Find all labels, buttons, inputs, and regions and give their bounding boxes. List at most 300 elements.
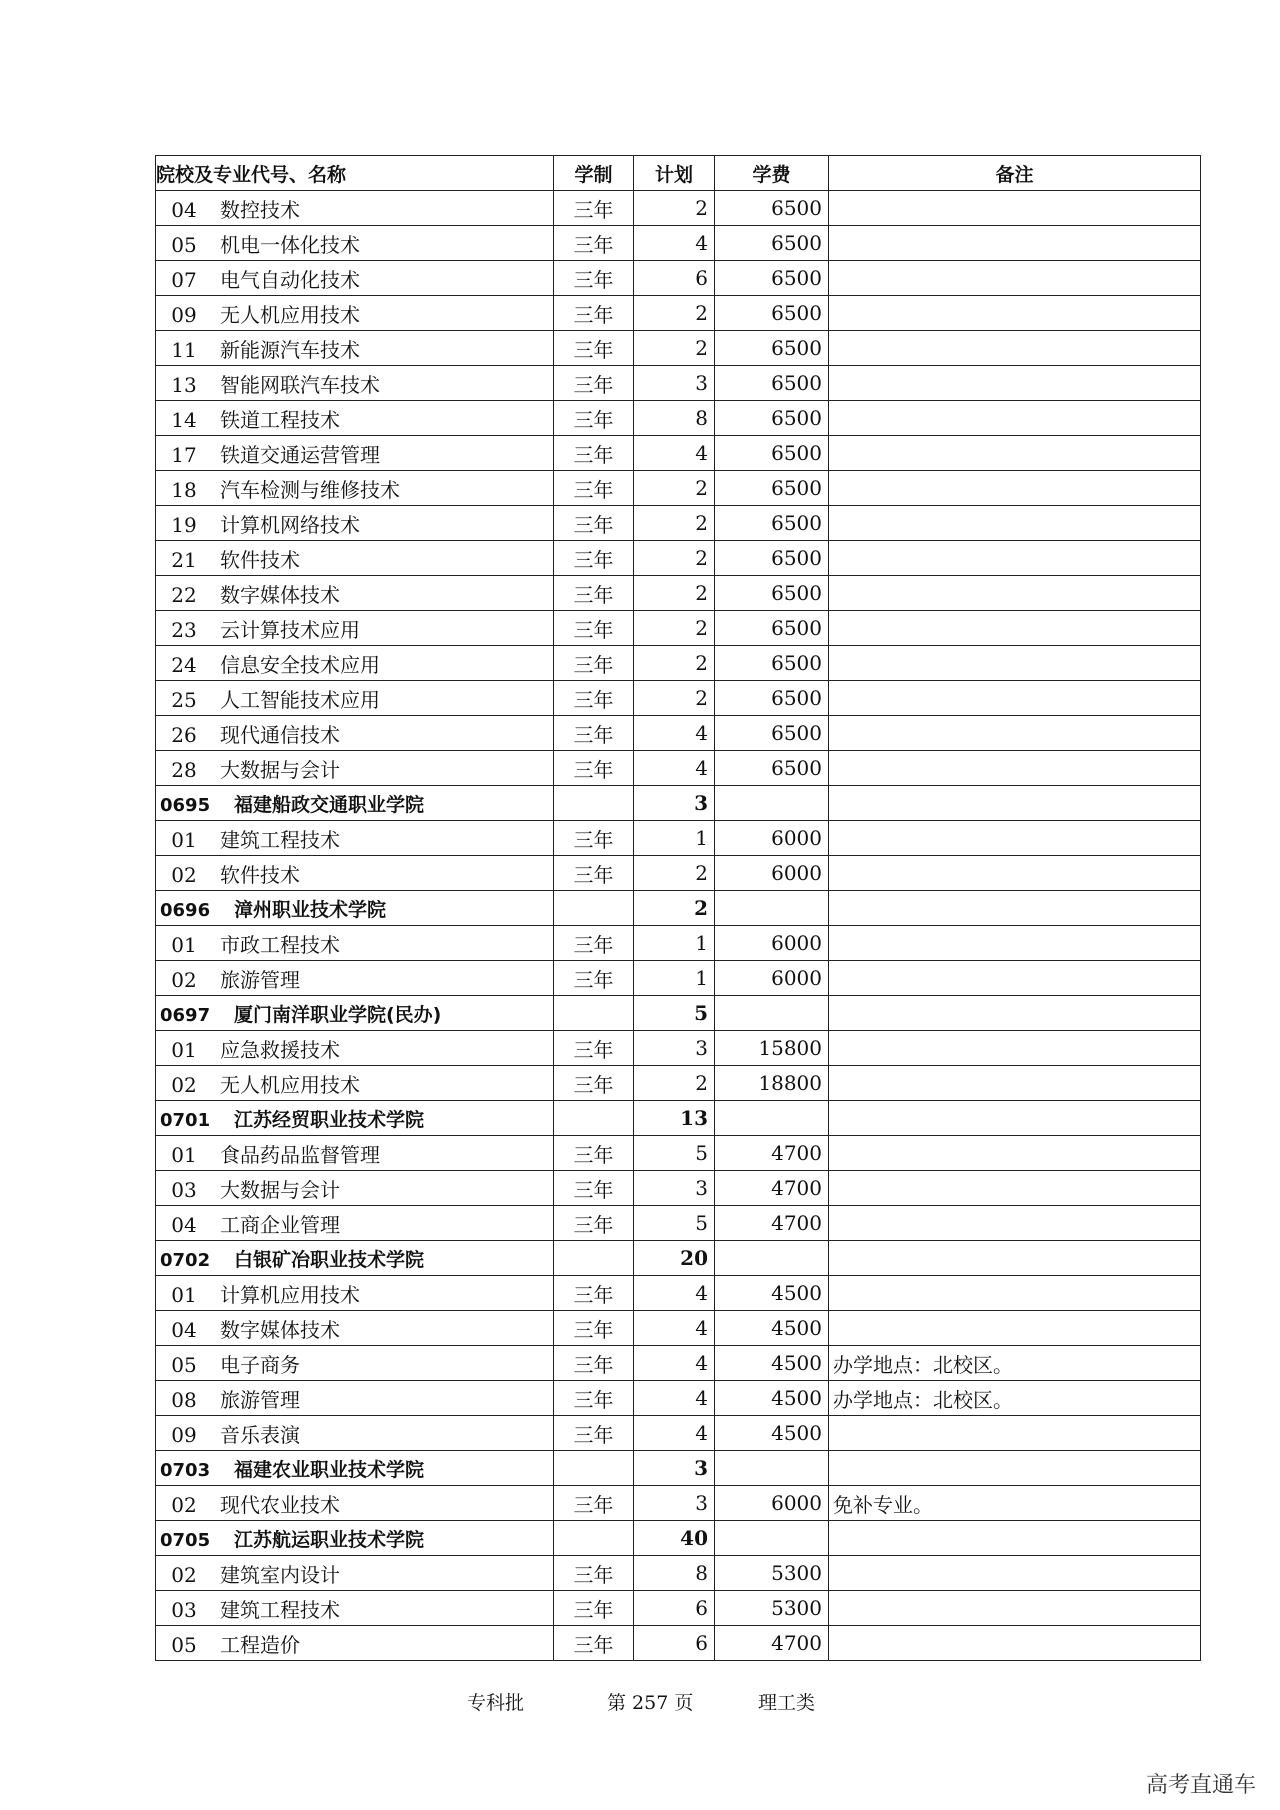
major-duration: 三年 — [554, 191, 634, 226]
major-plan: 4 — [634, 751, 715, 786]
major-duration: 三年 — [554, 471, 634, 506]
major-plan: 5 — [634, 1136, 715, 1171]
major-plan: 3 — [634, 1486, 715, 1521]
major-name: 大数据与会计 — [220, 1177, 340, 1202]
major-name: 铁道工程技术 — [220, 407, 340, 432]
major-code: 22 — [171, 582, 197, 607]
school-code: 0697 — [160, 1004, 211, 1026]
footer-batch: 专科批 — [467, 1692, 525, 1714]
school-cell — [156, 996, 554, 1031]
school-plan-total: 2 — [634, 891, 715, 926]
school-cell — [156, 1451, 554, 1486]
major-cell — [156, 1381, 554, 1416]
major-name: 汽车检测与维修技术 — [220, 477, 400, 502]
major-cell — [156, 471, 554, 506]
school-code: 0701 — [160, 1109, 211, 1131]
major-row — [156, 1416, 1201, 1451]
header-notes: 备注 — [829, 156, 1201, 191]
major-cell — [156, 751, 554, 786]
major-note: 办学地点：北校区。 — [829, 1346, 1201, 1381]
major-name: 无人机应用技术 — [220, 302, 360, 327]
duration-cell — [554, 1451, 634, 1486]
major-code: 24 — [171, 652, 197, 677]
major-tuition: 6000 — [715, 821, 829, 856]
major-plan: 4 — [634, 1276, 715, 1311]
enrollment-plan-table — [155, 155, 1201, 1661]
major-row — [156, 261, 1201, 296]
major-note — [829, 716, 1201, 751]
major-duration: 三年 — [554, 1556, 634, 1591]
major-tuition: 6000 — [715, 1486, 829, 1521]
major-tuition: 6500 — [715, 611, 829, 646]
major-note — [829, 961, 1201, 996]
major-note — [829, 646, 1201, 681]
major-note — [829, 1066, 1201, 1101]
major-cell — [156, 1486, 554, 1521]
major-tuition: 18800 — [715, 1066, 829, 1101]
major-cell — [156, 261, 554, 296]
duration-cell — [554, 786, 634, 821]
school-plan-total: 5 — [634, 996, 715, 1031]
major-note — [829, 436, 1201, 471]
major-code: 07 — [171, 267, 197, 292]
major-code: 11 — [171, 337, 197, 362]
footer-category: 理工类 — [758, 1692, 816, 1714]
major-name: 人工智能技术应用 — [220, 687, 380, 712]
major-row — [156, 1311, 1201, 1346]
major-note — [829, 1136, 1201, 1171]
major-tuition: 4700 — [715, 1626, 829, 1661]
header-duration: 学制 — [554, 156, 634, 191]
major-tuition: 4500 — [715, 1311, 829, 1346]
major-code: 09 — [171, 302, 197, 327]
major-tuition: 15800 — [715, 1031, 829, 1066]
footer-page-number: 第 257 页 — [607, 1692, 694, 1714]
major-note — [829, 576, 1201, 611]
major-duration: 三年 — [554, 1276, 634, 1311]
tuition-cell — [715, 996, 829, 1031]
major-name: 音乐表演 — [220, 1422, 300, 1447]
major-duration: 三年 — [554, 576, 634, 611]
major-plan: 2 — [634, 611, 715, 646]
major-cell — [156, 576, 554, 611]
major-name: 铁道交通运营管理 — [220, 442, 380, 467]
major-note — [829, 1276, 1201, 1311]
major-duration: 三年 — [554, 541, 634, 576]
major-tuition: 6000 — [715, 961, 829, 996]
major-note — [829, 751, 1201, 786]
major-duration: 三年 — [554, 716, 634, 751]
major-duration: 三年 — [554, 1311, 634, 1346]
major-note — [829, 611, 1201, 646]
major-name: 数控技术 — [220, 197, 300, 222]
major-name: 旅游管理 — [220, 1387, 300, 1412]
major-note — [829, 331, 1201, 366]
major-row — [156, 1626, 1201, 1661]
school-row — [156, 996, 1201, 1031]
tuition-cell — [715, 1101, 829, 1136]
school-code: 0702 — [160, 1249, 211, 1271]
school-row — [156, 1241, 1201, 1276]
major-duration: 三年 — [554, 821, 634, 856]
major-code: 02 — [171, 862, 197, 887]
major-row — [156, 961, 1201, 996]
major-cell — [156, 961, 554, 996]
school-name: 江苏航运职业技术学院 — [234, 1528, 425, 1551]
major-row — [156, 926, 1201, 961]
major-tuition: 5300 — [715, 1556, 829, 1591]
major-cell — [156, 331, 554, 366]
major-row — [156, 191, 1201, 226]
school-plan-total: 3 — [634, 1451, 715, 1486]
major-duration: 三年 — [554, 681, 634, 716]
major-code: 13 — [171, 372, 197, 397]
major-plan: 1 — [634, 821, 715, 856]
note-cell — [829, 996, 1201, 1031]
major-row — [156, 436, 1201, 471]
school-name: 福建船政交通职业学院 — [234, 793, 425, 816]
major-cell — [156, 821, 554, 856]
major-name: 大数据与会计 — [220, 757, 340, 782]
major-plan: 2 — [634, 646, 715, 681]
duration-cell — [554, 1521, 634, 1556]
major-tuition: 4700 — [715, 1136, 829, 1171]
major-tuition: 6500 — [715, 226, 829, 261]
major-name: 电气自动化技术 — [220, 267, 360, 292]
major-code: 05 — [171, 232, 197, 257]
major-note — [829, 856, 1201, 891]
major-note — [829, 681, 1201, 716]
major-duration: 三年 — [554, 366, 634, 401]
major-duration: 三年 — [554, 506, 634, 541]
school-row — [156, 1101, 1201, 1136]
duration-cell — [554, 891, 634, 926]
major-code: 05 — [171, 1352, 197, 1377]
major-name: 机电一体化技术 — [220, 232, 360, 257]
major-row — [156, 541, 1201, 576]
major-plan: 2 — [634, 576, 715, 611]
major-code: 01 — [171, 1037, 197, 1062]
major-row — [156, 821, 1201, 856]
major-tuition: 6500 — [715, 366, 829, 401]
school-row — [156, 1451, 1201, 1486]
major-duration: 三年 — [554, 331, 634, 366]
major-plan: 8 — [634, 401, 715, 436]
major-tuition: 6500 — [715, 401, 829, 436]
major-row — [156, 1206, 1201, 1241]
major-tuition: 6500 — [715, 541, 829, 576]
major-tuition: 6500 — [715, 331, 829, 366]
major-note — [829, 1206, 1201, 1241]
school-cell — [156, 1101, 554, 1136]
major-cell — [156, 366, 554, 401]
major-code: 18 — [171, 477, 197, 502]
major-plan: 2 — [634, 191, 715, 226]
major-code: 01 — [171, 932, 197, 957]
major-cell — [156, 296, 554, 331]
major-note — [829, 1591, 1201, 1626]
major-tuition: 6500 — [715, 471, 829, 506]
school-name: 白银矿冶职业技术学院 — [234, 1248, 425, 1271]
major-duration: 三年 — [554, 226, 634, 261]
major-note — [829, 926, 1201, 961]
major-tuition: 6500 — [715, 436, 829, 471]
school-code: 0703 — [160, 1459, 211, 1481]
major-code: 08 — [171, 1387, 197, 1412]
major-note — [829, 1311, 1201, 1346]
major-plan: 4 — [634, 226, 715, 261]
major-row — [156, 1136, 1201, 1171]
major-row — [156, 1276, 1201, 1311]
major-plan: 1 — [634, 926, 715, 961]
school-plan-total: 40 — [634, 1521, 715, 1556]
school-code: 0696 — [160, 899, 211, 921]
major-code: 28 — [171, 757, 197, 782]
major-duration: 三年 — [554, 1626, 634, 1661]
tuition-cell — [715, 1241, 829, 1276]
major-plan: 4 — [634, 716, 715, 751]
major-row — [156, 611, 1201, 646]
major-duration: 三年 — [554, 856, 634, 891]
major-note — [829, 401, 1201, 436]
major-code: 17 — [171, 442, 197, 467]
major-row — [156, 1031, 1201, 1066]
major-plan: 2 — [634, 331, 715, 366]
major-row — [156, 471, 1201, 506]
major-cell — [156, 191, 554, 226]
major-plan: 3 — [634, 1171, 715, 1206]
major-code: 01 — [171, 1282, 197, 1307]
major-duration: 三年 — [554, 1486, 634, 1521]
major-plan: 4 — [634, 1346, 715, 1381]
major-note — [829, 261, 1201, 296]
major-note — [829, 1556, 1201, 1591]
major-tuition: 4500 — [715, 1416, 829, 1451]
major-plan: 2 — [634, 506, 715, 541]
major-tuition: 4500 — [715, 1346, 829, 1381]
note-cell — [829, 1451, 1201, 1486]
major-duration: 三年 — [554, 261, 634, 296]
major-tuition: 4700 — [715, 1171, 829, 1206]
major-note — [829, 1031, 1201, 1066]
major-tuition: 6500 — [715, 646, 829, 681]
major-row — [156, 1346, 1201, 1381]
duration-cell — [554, 1101, 634, 1136]
major-code: 04 — [171, 1212, 197, 1237]
major-name: 计算机应用技术 — [220, 1282, 360, 1307]
major-row — [156, 751, 1201, 786]
major-cell — [156, 401, 554, 436]
major-cell — [156, 226, 554, 261]
major-cell — [156, 1031, 554, 1066]
major-row — [156, 331, 1201, 366]
school-cell — [156, 786, 554, 821]
major-tuition: 6500 — [715, 296, 829, 331]
major-code: 03 — [171, 1177, 197, 1202]
major-tuition: 6500 — [715, 751, 829, 786]
major-cell — [156, 1171, 554, 1206]
major-name: 现代农业技术 — [220, 1492, 340, 1517]
major-tuition: 5300 — [715, 1591, 829, 1626]
major-cell — [156, 856, 554, 891]
major-cell — [156, 1276, 554, 1311]
school-code: 0705 — [160, 1529, 211, 1551]
major-code: 21 — [171, 547, 197, 572]
major-tuition: 4500 — [715, 1381, 829, 1416]
major-row — [156, 646, 1201, 681]
major-name: 建筑工程技术 — [220, 1597, 340, 1622]
major-duration: 三年 — [554, 1381, 634, 1416]
major-name: 建筑工程技术 — [220, 827, 340, 852]
major-name: 市政工程技术 — [220, 932, 340, 957]
major-cell — [156, 1206, 554, 1241]
major-plan: 2 — [634, 1066, 715, 1101]
major-cell — [156, 436, 554, 471]
major-cell — [156, 611, 554, 646]
major-code: 02 — [171, 1072, 197, 1097]
major-row — [156, 506, 1201, 541]
note-cell — [829, 1521, 1201, 1556]
major-plan: 6 — [634, 1591, 715, 1626]
major-code: 01 — [171, 827, 197, 852]
major-note — [829, 296, 1201, 331]
school-plan-total: 20 — [634, 1241, 715, 1276]
major-duration: 三年 — [554, 1416, 634, 1451]
major-row — [156, 1066, 1201, 1101]
major-row — [156, 401, 1201, 436]
school-row — [156, 891, 1201, 926]
major-code: 03 — [171, 1597, 197, 1622]
major-name: 无人机应用技术 — [220, 1072, 360, 1097]
major-duration: 三年 — [554, 1066, 634, 1101]
major-duration: 三年 — [554, 1346, 634, 1381]
major-name: 电子商务 — [220, 1352, 300, 1377]
major-cell — [156, 1626, 554, 1661]
major-plan: 4 — [634, 1381, 715, 1416]
page-footer — [0, 1688, 1280, 1712]
major-row — [156, 226, 1201, 261]
school-name: 江苏经贸职业技术学院 — [234, 1108, 425, 1131]
major-name: 数字媒体技术 — [220, 1317, 340, 1342]
major-code: 14 — [171, 407, 197, 432]
major-row — [156, 1486, 1201, 1521]
major-cell — [156, 716, 554, 751]
major-duration: 三年 — [554, 1591, 634, 1626]
major-row — [156, 716, 1201, 751]
major-plan: 6 — [634, 1626, 715, 1661]
major-duration: 三年 — [554, 1171, 634, 1206]
major-cell — [156, 681, 554, 716]
watermark-logo-text: 高考直通车 — [1145, 1773, 1256, 1798]
major-row — [156, 296, 1201, 331]
major-plan: 4 — [634, 436, 715, 471]
major-tuition: 6500 — [715, 716, 829, 751]
major-code: 23 — [171, 617, 197, 642]
tuition-cell — [715, 1521, 829, 1556]
major-note — [829, 506, 1201, 541]
major-tuition: 6500 — [715, 261, 829, 296]
major-plan: 2 — [634, 856, 715, 891]
major-note: 办学地点：北校区。 — [829, 1381, 1201, 1416]
major-code: 02 — [171, 1492, 197, 1517]
major-name: 工程造价 — [220, 1632, 300, 1657]
duration-cell — [554, 1241, 634, 1276]
major-row — [156, 1381, 1201, 1416]
major-tuition: 6500 — [715, 506, 829, 541]
header-tuition: 学费 — [715, 156, 829, 191]
school-plan-total: 3 — [634, 786, 715, 821]
major-name: 现代通信技术 — [220, 722, 340, 747]
major-plan: 3 — [634, 366, 715, 401]
school-cell — [156, 891, 554, 926]
note-cell — [829, 1241, 1201, 1276]
major-note — [829, 1171, 1201, 1206]
major-row — [156, 1556, 1201, 1591]
major-duration: 三年 — [554, 436, 634, 471]
major-code: 04 — [171, 1317, 197, 1342]
major-tuition: 4500 — [715, 1276, 829, 1311]
major-name: 信息安全技术应用 — [220, 652, 380, 677]
major-code: 25 — [171, 687, 197, 712]
major-tuition: 4700 — [715, 1206, 829, 1241]
major-cell — [156, 1416, 554, 1451]
header-plan: 计划 — [634, 156, 715, 191]
major-name: 软件技术 — [220, 862, 300, 887]
school-cell — [156, 1241, 554, 1276]
major-name: 旅游管理 — [220, 967, 300, 992]
major-duration: 三年 — [554, 1031, 634, 1066]
major-cell — [156, 646, 554, 681]
major-duration: 三年 — [554, 401, 634, 436]
tuition-cell — [715, 1451, 829, 1486]
school-plan-total: 13 — [634, 1101, 715, 1136]
major-name: 云计算技术应用 — [220, 617, 360, 642]
tuition-cell — [715, 786, 829, 821]
major-duration: 三年 — [554, 1136, 634, 1171]
tuition-cell — [715, 891, 829, 926]
major-name: 软件技术 — [220, 547, 300, 572]
major-tuition: 6500 — [715, 191, 829, 226]
major-note — [829, 1416, 1201, 1451]
major-code: 01 — [171, 1142, 197, 1167]
major-plan: 5 — [634, 1206, 715, 1241]
note-cell — [829, 1101, 1201, 1136]
major-plan: 2 — [634, 681, 715, 716]
major-name: 智能网联汽车技术 — [220, 372, 380, 397]
school-code: 0695 — [160, 794, 211, 816]
major-plan: 4 — [634, 1416, 715, 1451]
major-cell — [156, 1346, 554, 1381]
major-duration: 三年 — [554, 961, 634, 996]
major-cell — [156, 1591, 554, 1626]
major-row — [156, 1171, 1201, 1206]
major-code: 26 — [171, 722, 197, 747]
major-name: 计算机网络技术 — [220, 512, 360, 537]
table-header-row — [156, 156, 1201, 191]
major-cell — [156, 1311, 554, 1346]
major-plan: 2 — [634, 541, 715, 576]
major-code: 19 — [171, 512, 197, 537]
major-code: 09 — [171, 1422, 197, 1447]
major-row — [156, 856, 1201, 891]
major-note — [829, 1626, 1201, 1661]
major-name: 食品药品监督管理 — [220, 1142, 380, 1167]
major-note — [829, 226, 1201, 261]
major-plan: 8 — [634, 1556, 715, 1591]
major-duration: 三年 — [554, 1206, 634, 1241]
major-name: 工商企业管理 — [220, 1212, 340, 1237]
major-cell — [156, 541, 554, 576]
